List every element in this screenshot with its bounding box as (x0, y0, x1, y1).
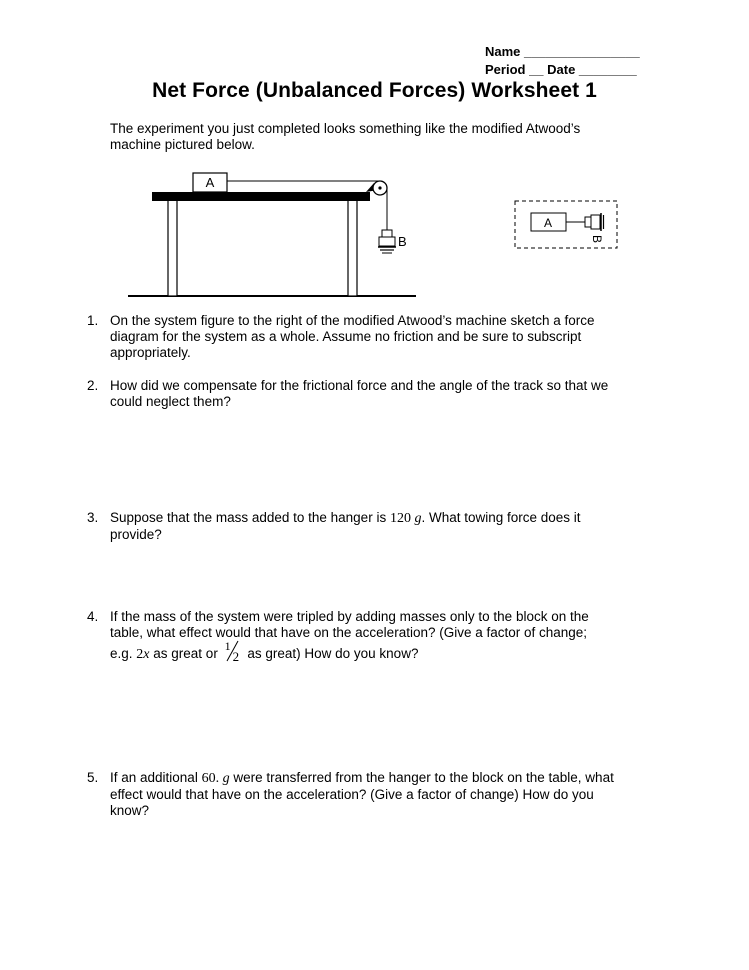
fraction-denominator: 2 (232, 649, 240, 664)
intro-line-1: The experiment you just completed looks something like the modified Atwood’s (110, 121, 581, 136)
intro-line-2: machine pictured below. (110, 137, 255, 152)
question-4-line-3 (110, 639, 687, 664)
question-2-line-1: How did we compensate for the frictional force and the angle of the track so that we (110, 378, 609, 393)
question-5-text-after: were transferred from the hanger to the block on the table, what (233, 770, 614, 785)
example-suffix: as great) How do you know? (247, 646, 419, 661)
example-expression (136, 647, 149, 662)
example-coefficient: 2 (136, 647, 144, 662)
pulley-axle (378, 186, 381, 189)
question-5-line-3: know? (110, 803, 150, 818)
question-number: 4. (87, 609, 99, 624)
system-block-a-label: A (543, 216, 553, 230)
transfer-mass-unit: g (222, 771, 230, 786)
hanger-b-label: B (398, 234, 407, 249)
example-variable: x (143, 647, 150, 662)
period-date-line: Period __ Date ________ (485, 62, 637, 77)
mass-unit: g (414, 511, 422, 526)
system-hanger-b-label: B (590, 234, 604, 244)
question-3-line-2: provide? (110, 527, 162, 542)
page-title: Net Force (Unbalanced Forces) Worksheet 1 (152, 79, 597, 102)
name-line: Name ________________ (485, 44, 640, 59)
fraction-numerator: 1 (224, 639, 231, 653)
question-number: 1. (87, 313, 99, 328)
question-number: 5. (87, 770, 99, 785)
question-4-line-1: If the mass of the system were tripled by adding masses only to the block on the (110, 609, 589, 624)
question-3 (87, 510, 687, 543)
transfer-mass-number: 60. (201, 771, 220, 786)
block-a-label: A (205, 175, 215, 190)
atwood-machine-figure (0, 0, 749, 310)
mass-value (390, 511, 422, 526)
mass-number: 120 (389, 511, 411, 526)
transfer-mass-value (202, 771, 230, 786)
example-prefix: e.g. (110, 646, 133, 661)
system-hanger-b (585, 213, 604, 231)
question-4 (87, 609, 687, 663)
question-3-line-1 (110, 510, 687, 527)
question-5-line-2: effect would that have on the acceleration? (Give a factor of change) How do you (110, 787, 594, 802)
question-3-text-after: . What towing force does it (421, 510, 581, 525)
question-5-text-before: If an additional (110, 770, 198, 785)
hanger-b (378, 230, 396, 253)
question-5 (87, 770, 687, 819)
question-number: 2. (87, 378, 99, 393)
question-1-line-3: appropriately. (110, 345, 191, 360)
question-number: 3. (87, 510, 99, 525)
question-1-line-1: On the system figure to the right of the modified Atwood’s machine sketch a force (110, 313, 595, 328)
example-mid-text: as great or (153, 646, 218, 661)
table-leg-right (348, 200, 357, 296)
table-top (152, 192, 370, 201)
question-1 (87, 313, 687, 361)
question-3-text-before: Suppose that the mass added to the hanger is (110, 510, 387, 525)
question-2-line-2: could neglect them? (110, 394, 231, 409)
question-2 (87, 378, 687, 410)
one-half-fraction (224, 639, 242, 664)
question-5-line-1 (110, 770, 687, 787)
table-leg-left (168, 200, 177, 296)
question-1-line-2: diagram for the system as a whole. Assume no friction and be sure to subscript (110, 329, 582, 344)
question-4-line-2: table, what effect would that have on the acceleration? (Give a factor of change; (110, 625, 588, 640)
